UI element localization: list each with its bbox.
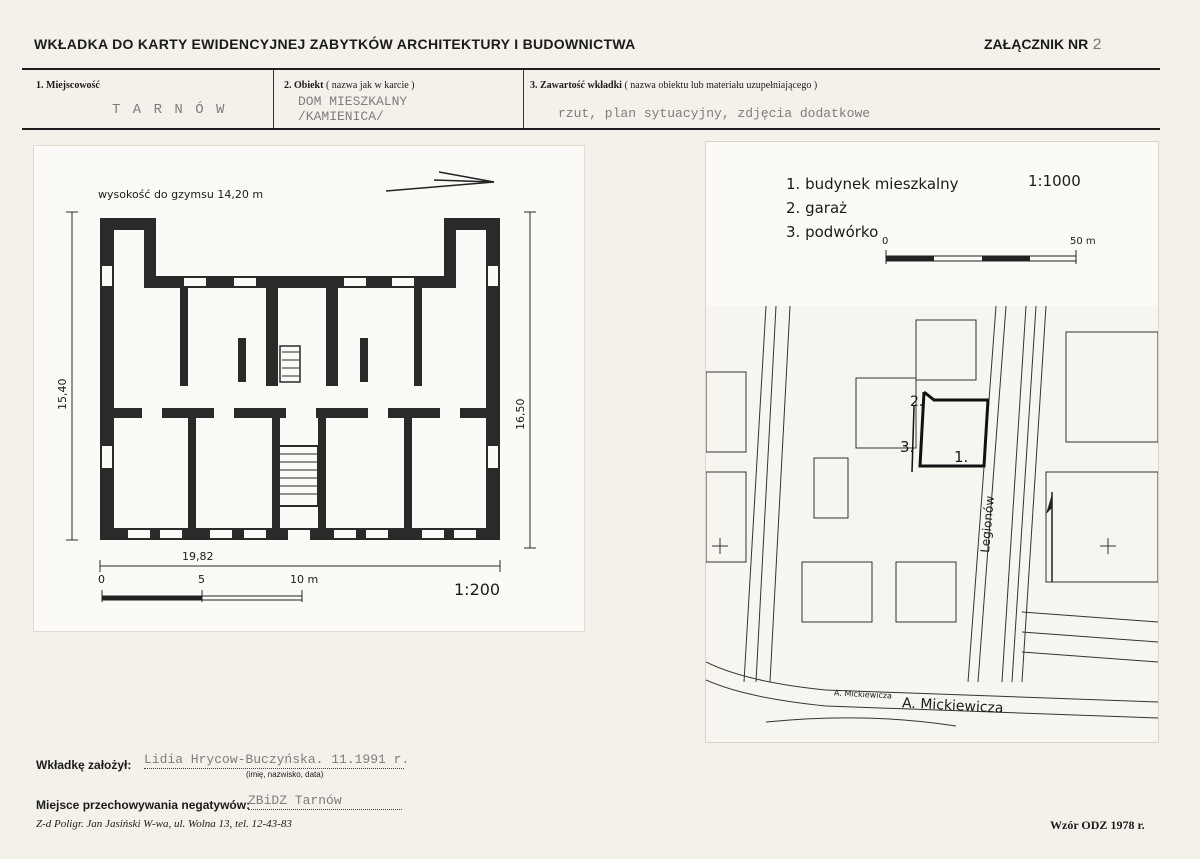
object-label <box>284 80 415 91</box>
form-model: Wzór ODZ 1978 r. <box>1050 818 1145 832</box>
marker-garage: 2. <box>910 394 924 410</box>
floor-plan-scale-bar <box>102 590 302 602</box>
object-label-hint: ( nazwa jak w karcie ) <box>325 80 415 91</box>
site-plan-photo <box>706 142 1158 742</box>
dimension-right: 16,50 <box>514 398 527 430</box>
street-label-legionow: Legionów <box>978 495 997 554</box>
storage-value: ZBiDZ Tarnów <box>248 793 402 810</box>
staircase-steps <box>278 352 318 494</box>
annex-number: 2 <box>1092 36 1102 54</box>
contents-value: rzut, plan sytuacyjny, zdjęcia dodatkowe <box>558 106 871 121</box>
scale-tick-5: 5 <box>198 573 205 586</box>
founded-hint: (imię, nazwisko, data) <box>246 770 324 779</box>
founded-label: Wkładkę założył: <box>36 758 132 772</box>
height-note: wysokość do gzymsu 14,20 m <box>98 188 264 201</box>
object-value-line1: DOM MIESZKALNY <box>298 94 408 109</box>
site-map-drawing <box>706 142 1158 742</box>
windows <box>102 266 498 540</box>
street-label-mickiewicza: A. Mickiewicza <box>901 695 1004 717</box>
object-value-line2: /KAMIENICA/ <box>298 109 384 124</box>
field-divider <box>273 70 274 128</box>
scale-tick-0: 0 <box>98 573 105 586</box>
marker-building: 1. <box>954 448 969 466</box>
annex-label <box>984 36 1102 54</box>
legend-item-courtyard: 3. podwórko <box>786 223 879 241</box>
north-arrow-icon <box>386 172 494 191</box>
building-walls <box>100 218 500 540</box>
site-scale-bar <box>886 250 1076 264</box>
site-plan-scale: 1:1000 <box>1028 172 1081 190</box>
floor-plan-scale: 1:200 <box>454 580 501 599</box>
dimension-left: 15,40 <box>56 378 69 410</box>
field-divider <box>523 70 524 128</box>
printer-note: Z-d Poligr. Jan Jasiński W-wa, ul. Wolna 13, tel. 12-43-83 <box>36 818 292 830</box>
floor-plan-photo <box>34 146 584 631</box>
street-label-mickiewicza-small: A. Mickiewicza <box>833 688 893 701</box>
header-fields-row <box>22 68 1160 130</box>
object-label-text: 2. Obiekt <box>284 80 324 91</box>
contents-label <box>530 80 817 91</box>
floor-plan-drawing <box>34 146 584 631</box>
contents-label-hint: ( nazwa obiektu lub materiału uzupełniającego ) <box>624 80 818 91</box>
dimension-bottom: 19,82 <box>182 550 214 563</box>
dimension-lines <box>66 212 536 572</box>
annex-label-text: ZAŁĄCZNIK NR <box>984 36 1089 52</box>
scale-tick-10: 10 m <box>290 573 319 586</box>
marker-courtyard: 3. <box>900 438 915 456</box>
site-scale-tick-0: 0 <box>882 236 889 247</box>
site-scale-tick-50: 50 m <box>1070 236 1096 247</box>
contents-label-text: 3. Zawartość wkładki <box>530 80 622 91</box>
locality-label: 1. Miejscowość <box>36 80 100 91</box>
document-title: WKŁADKA DO KARTY EWIDENCYJNEJ ZABYTKÓW ARCHITEKTURY I BUDOWNICTWA <box>34 36 636 52</box>
object-value <box>298 94 407 124</box>
founded-value: Lidia Hrycow-Buczyńska. 11.1991 r. <box>144 752 410 767</box>
legend-item-building: 1. budynek mieszkalny <box>786 175 959 193</box>
legend-item-garage: 2. garaż <box>786 199 848 217</box>
locality-value: T A R N Ó W <box>112 102 227 118</box>
storage-label: Miejsce przechowywania negatywów: <box>36 798 251 812</box>
